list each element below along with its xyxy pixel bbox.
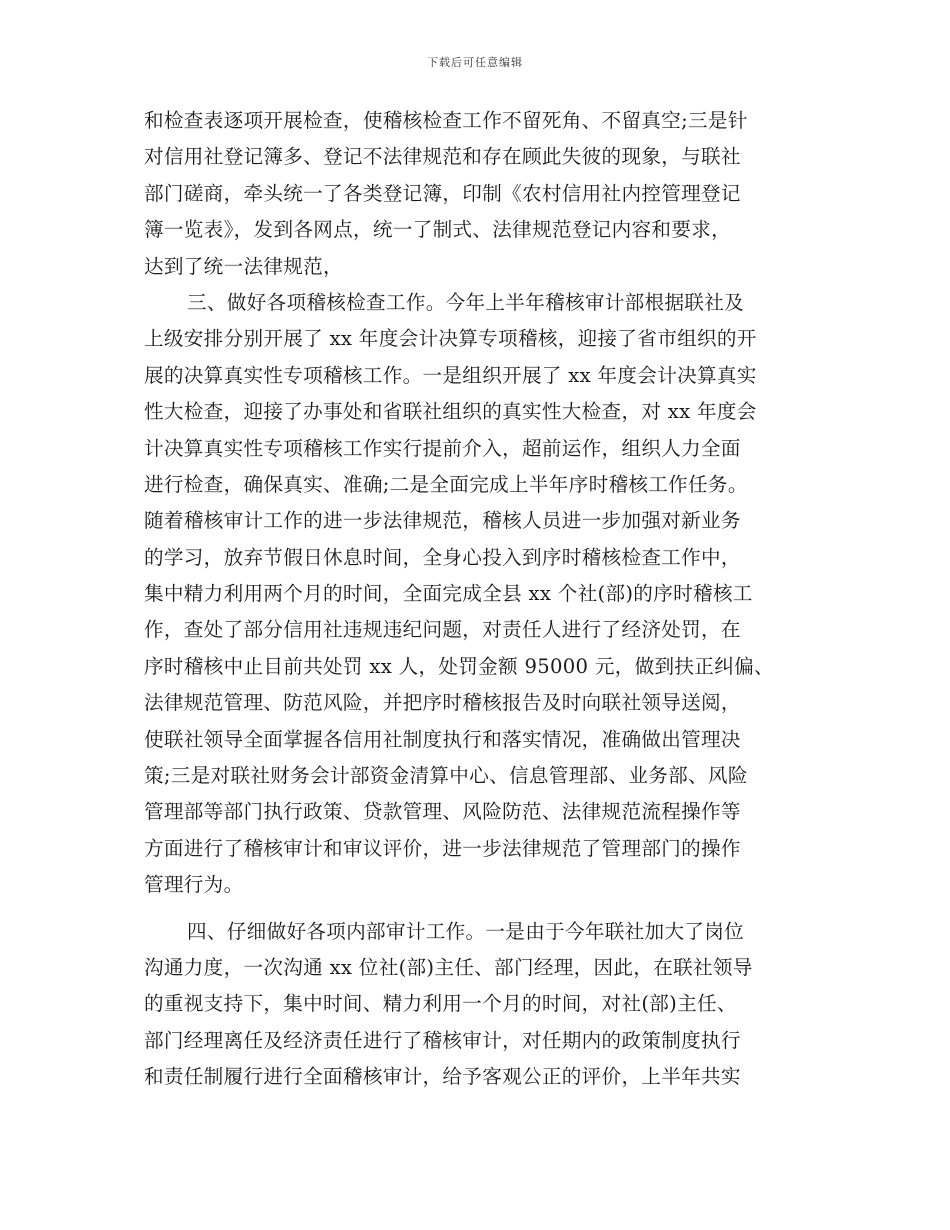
text-line: 性大检查，迎接了办事处和省联社组织的真实性大检查，对 xx 年度会	[144, 400, 757, 424]
text-line: 随着稽核审计工作的进一步法律规范，稽核人员进一步加强对新业务	[144, 509, 741, 533]
text-line: 策;三是对联社财务会计部资金清算中心、信息管理部、业务部、风险	[144, 764, 748, 788]
text-line: 展的决算真实性专项稽核工作。一是组织开展了 xx 年度会计决算真实	[144, 363, 757, 387]
text-line: 沟通力度，一次沟通 xx 位社(部)主任、部门经理，因此，在联社领导	[144, 955, 753, 979]
text-line: 方面进行了稽核审计和审议评价，进一步法律规范了管理部门的操作	[144, 836, 741, 860]
text-line: 达到了统一法律规范，	[144, 254, 343, 278]
text-line: 集中精力利用两个月的时间，全面完成全县 xx 个社(部)的序时稽核工	[144, 582, 753, 606]
text-line: 四、仔细做好各项内部审计工作。一是由于今年联社加大了岗位	[187, 919, 745, 943]
text-line: 三、做好各项稽核检查工作。今年上半年稽核审计部根据联社及	[187, 290, 745, 314]
text-line: 的学习，放弃节假日休息时间，全身心投入到序时稽核检查工作中，	[144, 545, 741, 569]
text-line: 作，查处了部分信用社违规违纪问题，对责任人进行了经济处罚，在	[144, 618, 741, 642]
text-line: 和检查表逐项开展检查，使稽核检查工作不留死角、不留真空;三是针	[144, 109, 748, 132]
document-body	[144, 103, 804, 1096]
paragraph-3	[144, 914, 804, 1096]
text-line: 对信用社登记簿多、登记不法律规范和存在顾此失彼的现象，与联社	[144, 145, 741, 169]
text-line: 的重视支持下，集中时间、精力利用一个月的时间，对社(部)主任、	[144, 992, 737, 1016]
text-line: 法律规范管理、防范风险，并把序时稽核报告及时向联社领导送阅，	[144, 691, 741, 715]
page-header: 下载后可任意编辑	[427, 56, 523, 69]
text-line: 部门磋商，牵头统一了各类登记簿，印制《农村信用社内控管理登记	[144, 181, 741, 205]
paragraph-gap	[144, 904, 804, 914]
paragraph-2	[144, 285, 804, 904]
text-line: 和责任制履行进行全面稽核审计，给予客观公正的评价，上半年共实	[144, 1065, 741, 1089]
text-line: 簿一览表》，发到各网点，统一了制式、法律规范登记内容和要求，	[144, 218, 732, 242]
text-line: 序时稽核中止目前共处罚 xx 人，处罚金额 95000 元，做到扶正纠偏、	[144, 654, 774, 678]
text-line: 使联社领导全面掌握各信用社制度执行和落实情况，准确做出管理决	[144, 727, 741, 751]
paragraph-1	[144, 103, 804, 285]
text-line: 上级安排分别开展了 xx 年度会计决算专项稽核，迎接了省市组织的开	[144, 327, 757, 351]
text-line: 计决算真实性专项稽核工作实行提前介入，超前运作，组织人力全面	[144, 436, 741, 460]
text-line: 部门经理离任及经济责任进行了稽核审计，对任期内的政策制度执行	[144, 1028, 741, 1052]
text-line: 管理行为。	[144, 873, 244, 897]
text-line: 管理部等部门执行政策、贷款管理、风险防范、法律规范流程操作等	[144, 800, 741, 824]
text-line: 进行检查，确保真实、准确;二是全面完成上半年序时稽核工作任务。	[144, 472, 748, 496]
